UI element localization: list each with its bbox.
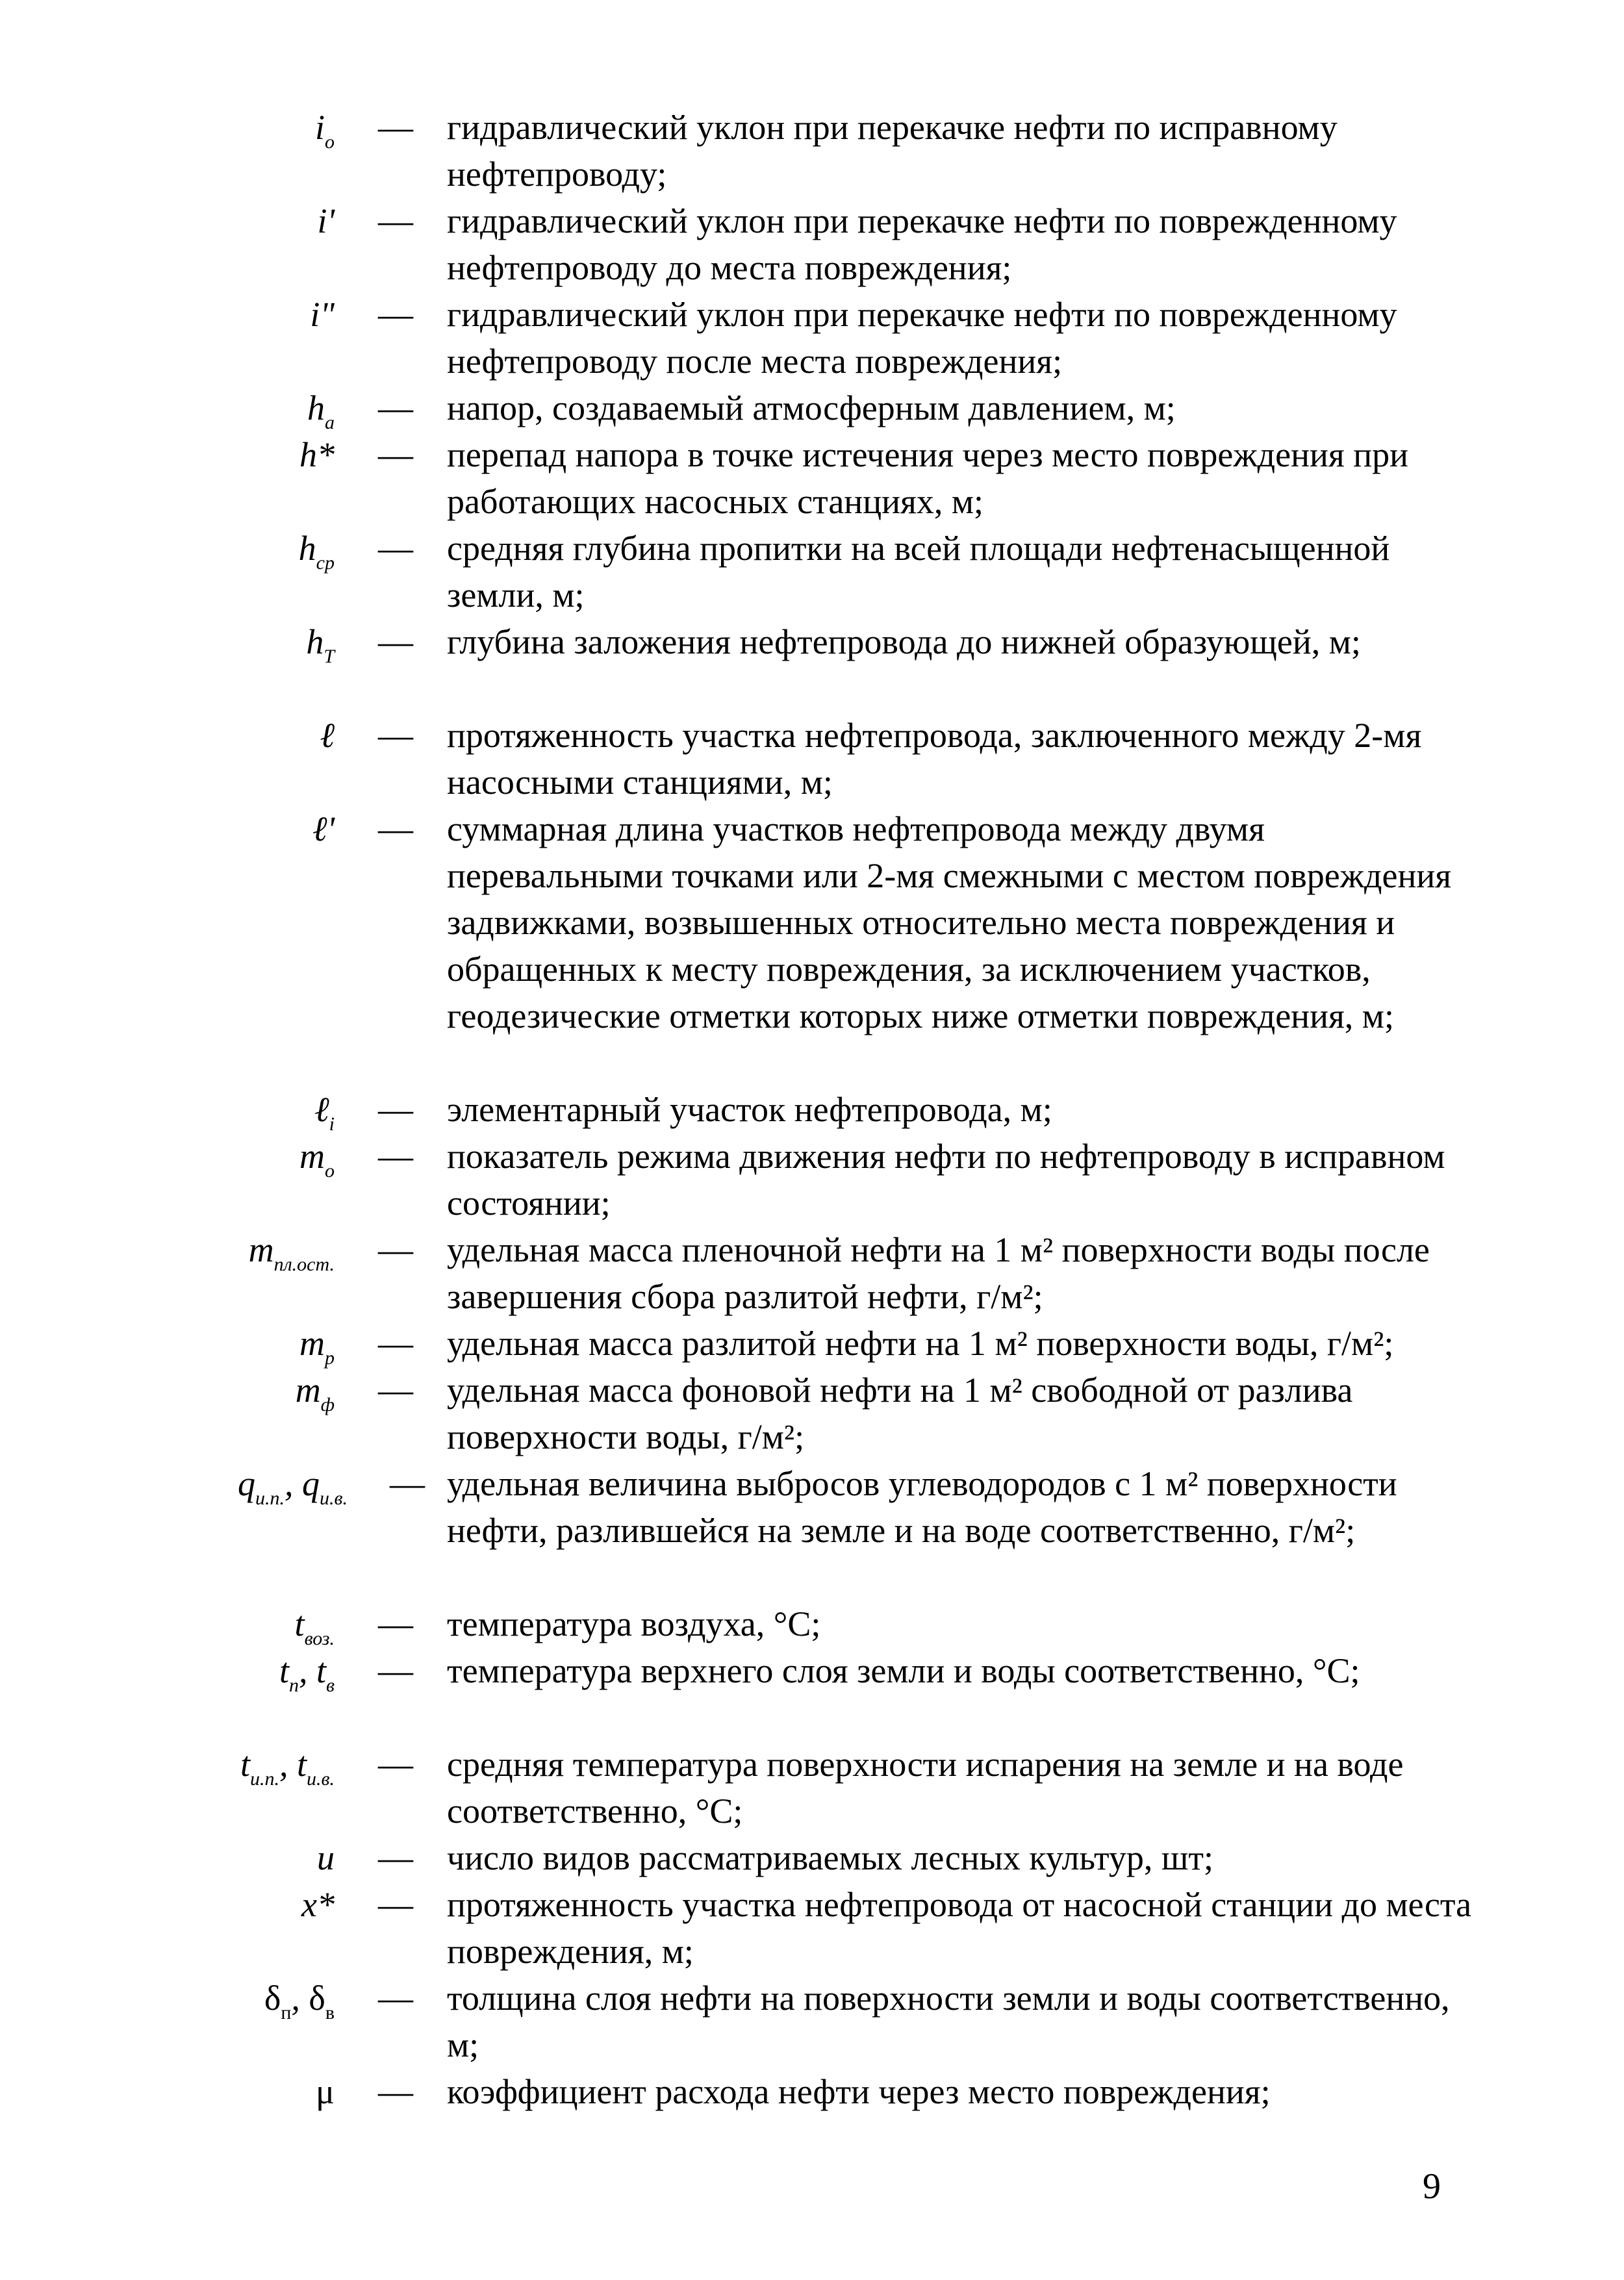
symbol: $h_{ср}$ xyxy=(298,529,335,574)
definition: гидравлический уклон при перекачке нефти по поврежденному нефтепроводу до места повреждения; xyxy=(447,201,1397,287)
dash: — xyxy=(378,295,413,334)
dash: — xyxy=(378,1979,413,2018)
dash: — xyxy=(378,435,413,474)
dash: — xyxy=(378,809,413,848)
definition: элементарный участок нефтепровода, м; xyxy=(447,1090,1052,1129)
definition: протяженность участка нефтепровода от насосной станции до места повреждения, м; xyxy=(447,1885,1472,1971)
definition: перепад напора в точке истечения через место повреждения при работающих насосных станциях, м; xyxy=(447,435,1409,521)
symbol: ℓ' xyxy=(312,809,335,848)
definition: суммарная длина участков нефтепровода между двумя перевальными точками или 2-мя смежными с местом повреждения задвижками, возвышенных относительно места повреждения и обращенных к месту повреждения, за исключением участков, геодезические отметки которых ниже отметки повреждения, м; xyxy=(447,809,1452,1035)
definition: температура воздуха, °С; xyxy=(447,1604,821,1643)
definition: удельная масса фоновой нефти на 1 м² свободной от разлива поверхности воды, г/м²; xyxy=(447,1371,1353,1456)
definition: средняя температура поверхности испарения на земле и на воде соответственно, °С; xyxy=(447,1745,1404,1830)
definition: средняя глубина пропитки на всей площади нефтенасыщенной земли, м; xyxy=(447,529,1390,614)
definition: число видов рассматриваемых лесных культур, шт; xyxy=(447,1838,1214,1877)
dash: — xyxy=(378,1230,413,1269)
symbol: $m_о$ xyxy=(299,1137,335,1182)
symbol: $t_{и.п.}$, $t_{и.в.}$ xyxy=(240,1745,335,1790)
dash: — xyxy=(378,1090,413,1129)
dash: — xyxy=(378,1838,413,1877)
dash: — xyxy=(378,1885,413,1924)
symbol: ℓ$_i$ xyxy=(314,1090,335,1135)
symbol: $i_о$ xyxy=(314,108,335,153)
definition: напор, создаваемый атмосферным давлением, м; xyxy=(447,388,1176,427)
dash: — xyxy=(378,201,413,240)
dash: — xyxy=(378,1371,413,1410)
definition: удельная масса разлитой нефти на 1 м² поверхности воды, г/м²; xyxy=(447,1324,1394,1363)
dash: — xyxy=(390,1464,425,1503)
definition: температура верхнего слоя земли и воды соответственно, °С; xyxy=(447,1651,1360,1690)
definition: толщина слоя нефти на поверхности земли и воды соответственно, м; xyxy=(447,1979,1450,2064)
symbol: $m_р$ xyxy=(299,1324,335,1369)
dash: — xyxy=(378,2072,413,2111)
symbol: x* xyxy=(301,1885,335,1924)
symbol: $\delta_п$, $\delta_в$ xyxy=(264,1979,335,2023)
dash: — xyxy=(378,1651,413,1690)
definition: протяженность участка нефтепровода, заключенного между 2-мя насосными станциями, м; xyxy=(447,716,1422,802)
symbol: $t_{воз.}$ xyxy=(294,1604,335,1649)
dash: — xyxy=(378,1137,413,1176)
symbol: $m_{пл.ост.}$ xyxy=(248,1230,335,1275)
symbol: $h_Т$ xyxy=(306,622,335,667)
definition: гидравлический уклон при перекачке нефти по исправному нефтепроводу; xyxy=(447,108,1338,194)
symbol: $m_ф$ xyxy=(295,1371,335,1415)
definition: коэффициент расхода нефти через место повреждения; xyxy=(447,2072,1271,2111)
definition: удельная величина выбросов углеводородов с 1 м² поверхности нефти, разлившейся на земле и на воде соответственно, г/м²; xyxy=(447,1464,1397,1550)
symbol: $t_п$, $t_в$ xyxy=(279,1651,335,1696)
dash: — xyxy=(378,1324,413,1363)
dash: — xyxy=(378,1745,413,1784)
symbol: $h_а$ xyxy=(307,388,335,433)
symbol: $q_{и.п.}$, $q_{и.в.}$ xyxy=(237,1464,348,1509)
symbol: μ xyxy=(316,2072,335,2111)
definition: удельная масса пленочной нефти на 1 м² поверхности воды после завершения сбора разлитой нефти, г/м²; xyxy=(447,1230,1430,1316)
dash: — xyxy=(378,1604,413,1643)
dash: — xyxy=(378,108,413,147)
symbol: ℓ xyxy=(320,716,335,755)
symbol: i" xyxy=(310,295,335,334)
definition: глубина заложения нефтепровода до нижней образующей, м; xyxy=(447,622,1361,661)
dash: — xyxy=(378,529,413,568)
definition: гидравлический уклон при перекачке нефти по поврежденному нефтепроводу после места повреждения; xyxy=(447,295,1397,381)
dash: — xyxy=(378,622,413,661)
symbol: h* xyxy=(299,435,335,474)
page-number: 9 xyxy=(1423,2166,1441,2207)
symbol: i' xyxy=(317,201,335,240)
symbol: u xyxy=(317,1838,335,1877)
dash: — xyxy=(378,388,413,427)
definition: показатель режима движения нефти по нефтепроводу в исправном состоянии; xyxy=(447,1137,1445,1222)
dash: — xyxy=(378,716,413,755)
